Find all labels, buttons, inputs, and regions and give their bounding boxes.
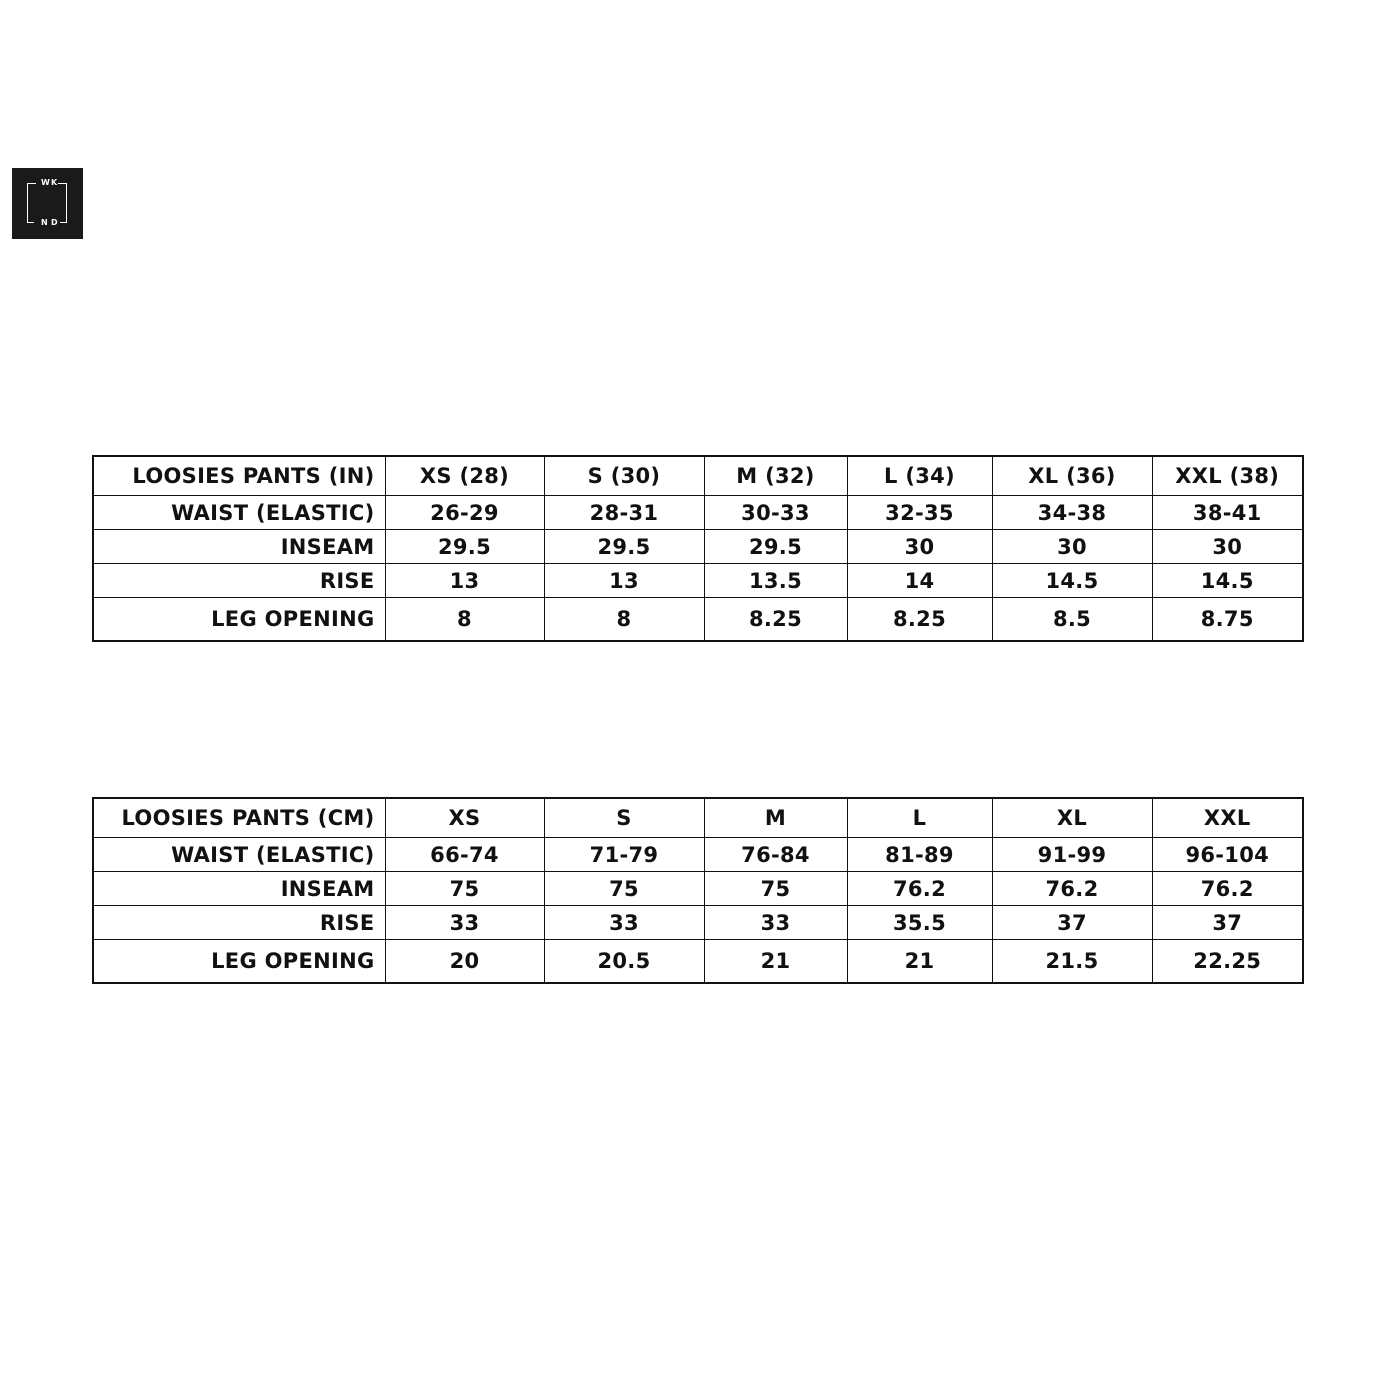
- row-label: RISE: [93, 564, 385, 598]
- row-label: INSEAM: [93, 872, 385, 906]
- size-header: M: [704, 798, 847, 838]
- size-header: S: [544, 798, 704, 838]
- table-cell: 14.5: [992, 564, 1152, 598]
- logo-letter: W: [41, 178, 50, 187]
- table-cell: 26-29: [385, 496, 544, 530]
- brand-logo: [12, 168, 83, 239]
- row-label: WAIST (ELASTIC): [93, 496, 385, 530]
- table-cell: 81-89: [847, 838, 992, 872]
- logo-letter: N: [41, 218, 48, 227]
- table-row: [93, 598, 1303, 642]
- table-cell: 34-38: [992, 496, 1152, 530]
- table-row: [93, 872, 1303, 906]
- table-cell: 33: [704, 906, 847, 940]
- row-label: LEG OPENING: [93, 940, 385, 984]
- table-cell: 91-99: [992, 838, 1152, 872]
- logo-frame: [27, 183, 67, 223]
- table-cell: 14.5: [1152, 564, 1303, 598]
- size-header: L (34): [847, 456, 992, 496]
- table-row: [93, 838, 1303, 872]
- table-title: LOOSIES PANTS (CM): [93, 798, 385, 838]
- logo-letter: K: [51, 178, 58, 187]
- row-label: LEG OPENING: [93, 598, 385, 642]
- table-cell: 21: [847, 940, 992, 984]
- logo-letter: D: [51, 218, 58, 227]
- table-cell: 21.5: [992, 940, 1152, 984]
- table-cell: 22.25: [1193, 949, 1262, 973]
- table-cell: 66-74: [385, 838, 544, 872]
- table-cell: 76-84: [704, 838, 847, 872]
- table-cell: 37: [1152, 906, 1303, 940]
- table-title: LOOSIES PANTS (IN): [93, 456, 385, 496]
- size-chart-centimeters: [92, 797, 1304, 984]
- table-cell: 29.5: [704, 530, 847, 564]
- table-cell: 30: [1152, 530, 1303, 564]
- table-cell: 28-31: [544, 496, 704, 530]
- table-row: [93, 906, 1303, 940]
- table-cell: 75: [704, 872, 847, 906]
- size-header: XXL: [1152, 798, 1303, 838]
- table-cell: 76.2: [1152, 872, 1303, 906]
- table-cell: 13.5: [704, 564, 847, 598]
- size-header: XL: [992, 798, 1152, 838]
- table-cell: 76.2: [992, 872, 1152, 906]
- size-header: XS (28): [385, 456, 544, 496]
- table-cell: 8: [544, 598, 704, 642]
- size-header: L: [847, 798, 992, 838]
- table-cell: 30: [992, 530, 1152, 564]
- table-cell: 13: [544, 564, 704, 598]
- table-cell: 76.2: [847, 872, 992, 906]
- table-row: [93, 530, 1303, 564]
- table-cell: 21: [704, 940, 847, 984]
- table-cell: 8.75: [1200, 607, 1254, 631]
- header-row: [93, 798, 1303, 838]
- table-cell: 20.5: [544, 940, 704, 984]
- table-cell: 8.5: [992, 598, 1152, 642]
- size-header: M (32): [704, 456, 847, 496]
- table-cell: 35.5: [847, 906, 992, 940]
- table-cell: 75: [544, 872, 704, 906]
- size-chart-inches: [92, 455, 1304, 642]
- table-cell: 29.5: [385, 530, 544, 564]
- table-cell: 8: [385, 598, 544, 642]
- table-cell: 38-41: [1152, 496, 1303, 530]
- table-cell: 33: [385, 906, 544, 940]
- row-label: INSEAM: [93, 530, 385, 564]
- row-label: RISE: [93, 906, 385, 940]
- table-cell: 13: [385, 564, 544, 598]
- table-cell: 8.25: [847, 598, 992, 642]
- size-header: XXL (38): [1152, 456, 1303, 496]
- table-cell: 32-35: [847, 496, 992, 530]
- size-header: XL (36): [992, 456, 1152, 496]
- table-row: [93, 940, 1303, 984]
- table-row: [93, 496, 1303, 530]
- table-cell: 29.5: [544, 530, 704, 564]
- table-cell: 75: [385, 872, 544, 906]
- table-cell: 96-104: [1152, 838, 1303, 872]
- table-cell: 20: [385, 940, 544, 984]
- table-cell: 14: [847, 564, 992, 598]
- size-header: XS: [385, 798, 544, 838]
- size-header: S (30): [544, 456, 704, 496]
- header-row: [93, 456, 1303, 496]
- table-cell: 8.25: [704, 598, 847, 642]
- table-cell: 30: [847, 530, 992, 564]
- table-cell: 33: [544, 906, 704, 940]
- table-cell: 71-79: [544, 838, 704, 872]
- table-cell: 37: [992, 906, 1152, 940]
- row-label: WAIST (ELASTIC): [93, 838, 385, 872]
- table-row: [93, 564, 1303, 598]
- table-cell: 30-33: [704, 496, 847, 530]
